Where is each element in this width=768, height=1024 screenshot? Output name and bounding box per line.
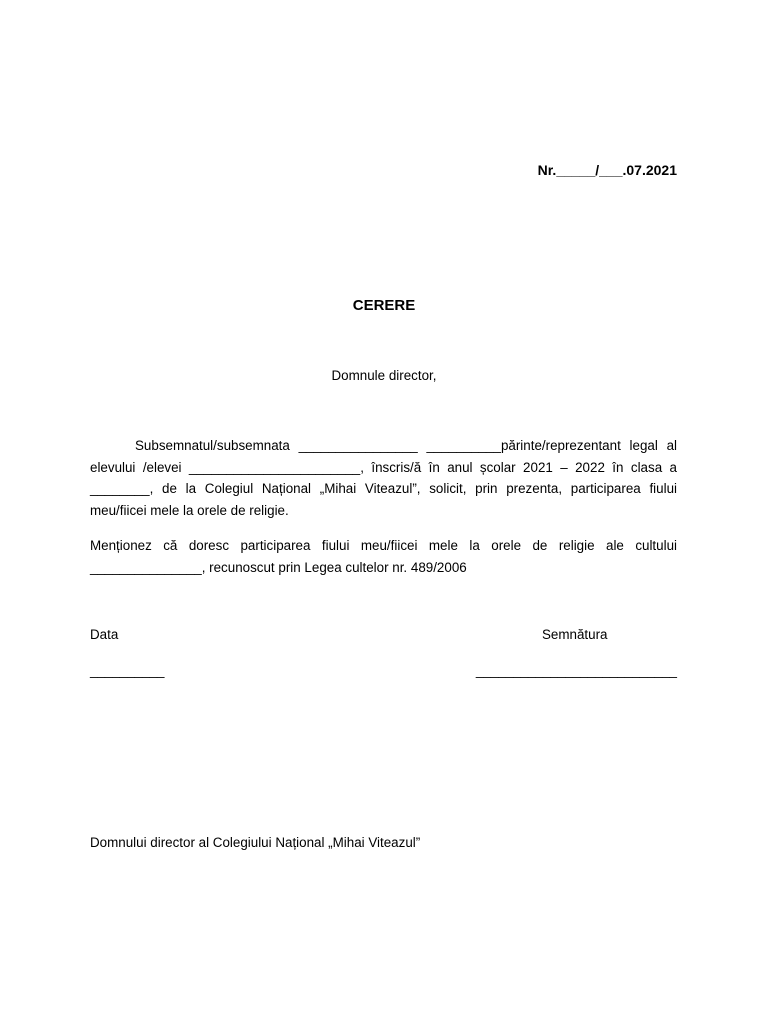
salutation: Domnule director,: [331, 368, 437, 383]
registration-number: Nr._____/___.07.2021: [537, 162, 677, 178]
addressee-line: Domnului director al Colegiului Național „Mihai Viteazul”: [90, 835, 421, 850]
signature-blank-line: ___________________________: [475, 663, 677, 678]
date-label: Data: [90, 627, 119, 642]
document-title: CERERE: [352, 297, 416, 314]
religion-paragraph: Menționez că doresc participarea fiului meu/fiicei mele la orele de religie ale cultului _______________, recunoscut prin Legea cultelor nr. 489/2006: [90, 538, 677, 575]
date-blank-line: __________: [90, 663, 165, 678]
signature-label: Semnătura: [542, 627, 608, 642]
request-paragraph: Subsemnatul/subsemnata ________________ __________părinte/reprezentant legal al elevului /elevei _______________________, înscris/ă în anul școlar 2021 – 2022 în clasa a ________, de la Colegiul Național „Mihai Viteazul”, solicit, prin prezenta, participarea fiului meu/fiicei mele la orele de religie.: [90, 438, 677, 519]
